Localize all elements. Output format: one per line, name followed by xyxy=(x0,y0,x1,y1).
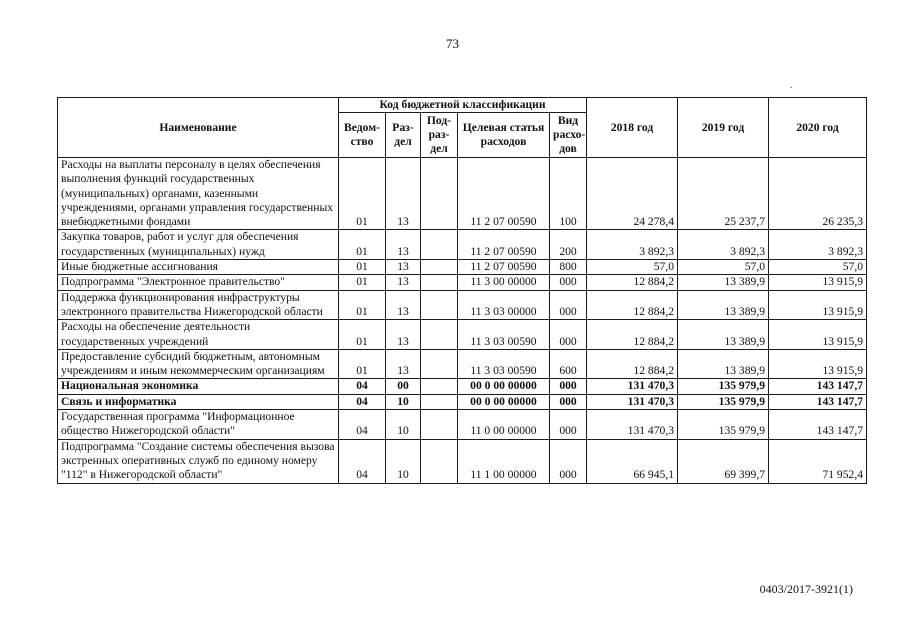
row-razdel: 13 xyxy=(386,275,421,290)
header-2018: 2018 год xyxy=(587,98,678,158)
row-vedomstvo: 04 xyxy=(339,439,386,483)
table-row xyxy=(58,275,867,290)
row-2019: 13 389,9 xyxy=(678,320,769,350)
row-vid-rashodov: 000 xyxy=(550,320,587,350)
row-name: Подпрограмма "Создание системы обеспечения вызова экстренных оперативных служб по единому номеру "112" в Нижегородской области" xyxy=(58,439,339,483)
table-row xyxy=(58,230,867,260)
document-code: 0403/2017-3921(1) xyxy=(759,582,853,596)
row-vid-rashodov: 000 xyxy=(550,290,587,320)
budget-table xyxy=(57,97,867,484)
row-vedomstvo: 01 xyxy=(339,230,386,260)
row-2020: 143 147,7 xyxy=(769,394,867,409)
header-vedomstvo: Ведом-ство xyxy=(339,113,386,158)
table-row xyxy=(58,410,867,440)
row-name: Расходы на выплаты персоналу в целях обеспечения выполнения функций государственных (муниципальных) органами, казенными учреждениями, органами управления государственных внебюджетными фондами xyxy=(58,158,339,230)
row-2020: 13 915,9 xyxy=(769,349,867,379)
row-name: Национальная экономика xyxy=(58,379,339,394)
row-razdel: 13 xyxy=(386,290,421,320)
table-row xyxy=(58,260,867,275)
row-vid-rashodov: 000 xyxy=(550,439,587,483)
row-2020: 143 147,7 xyxy=(769,410,867,440)
row-name: Связь и информатика xyxy=(58,394,339,409)
row-razdel: 13 xyxy=(386,158,421,230)
row-razdel: 00 xyxy=(386,379,421,394)
row-vedomstvo: 01 xyxy=(339,290,386,320)
row-vid-rashodov: 100 xyxy=(550,158,587,230)
row-celevaya-statya: 11 2 07 00590 xyxy=(458,230,550,260)
header-2020: 2020 год xyxy=(769,98,867,158)
header-podrazdel: Под-раз-дел xyxy=(421,113,458,158)
row-vedomstvo: 04 xyxy=(339,379,386,394)
table-row xyxy=(58,394,867,409)
row-2020: 3 892,3 xyxy=(769,230,867,260)
table-row xyxy=(58,439,867,483)
row-podrazdel xyxy=(421,320,458,350)
row-vedomstvo: 04 xyxy=(339,410,386,440)
row-razdel: 13 xyxy=(386,260,421,275)
row-2018: 12 884,2 xyxy=(587,349,678,379)
row-podrazdel xyxy=(421,260,458,275)
row-podrazdel xyxy=(421,394,458,409)
row-vedomstvo: 04 xyxy=(339,394,386,409)
row-podrazdel xyxy=(421,275,458,290)
row-razdel: 13 xyxy=(386,320,421,350)
row-podrazdel xyxy=(421,349,458,379)
row-celevaya-statya: 11 3 00 00000 xyxy=(458,275,550,290)
row-vedomstvo: 01 xyxy=(339,260,386,275)
row-2018: 12 884,2 xyxy=(587,275,678,290)
row-2019: 57,0 xyxy=(678,260,769,275)
row-name: Предоставление субсидий бюджетным, автономным учреждениям и иным некоммерческим организациям xyxy=(58,349,339,379)
row-razdel: 13 xyxy=(386,349,421,379)
row-2018: 12 884,2 xyxy=(587,320,678,350)
table-row xyxy=(58,158,867,230)
row-2018: 12 884,2 xyxy=(587,290,678,320)
row-2020: 13 915,9 xyxy=(769,275,867,290)
row-2019: 3 892,3 xyxy=(678,230,769,260)
row-2018: 131 470,3 xyxy=(587,394,678,409)
row-vedomstvo: 01 xyxy=(339,158,386,230)
row-vid-rashodov: 000 xyxy=(550,275,587,290)
row-vid-rashodov: 600 xyxy=(550,349,587,379)
table-row xyxy=(58,379,867,394)
row-2019: 135 979,9 xyxy=(678,394,769,409)
header-vid-rashodov: Вид расхо-дов xyxy=(550,113,587,158)
row-name: Иные бюджетные ассигнования xyxy=(58,260,339,275)
row-celevaya-statya: 00 0 00 00000 xyxy=(458,394,550,409)
row-2019: 135 979,9 xyxy=(678,410,769,440)
row-vedomstvo: 01 xyxy=(339,349,386,379)
row-2019: 25 237,7 xyxy=(678,158,769,230)
row-vedomstvo: 01 xyxy=(339,320,386,350)
row-2018: 24 278,4 xyxy=(587,158,678,230)
row-2018: 66 945,1 xyxy=(587,439,678,483)
row-name: Поддержка функционирования инфраструктуры электронного правительства Нижегородской области xyxy=(58,290,339,320)
row-podrazdel xyxy=(421,439,458,483)
table-row xyxy=(58,349,867,379)
header-razdel: Раз-дел xyxy=(386,113,421,158)
row-2019: 135 979,9 xyxy=(678,379,769,394)
table-row xyxy=(58,320,867,350)
row-podrazdel xyxy=(421,379,458,394)
row-vid-rashodov: 200 xyxy=(550,230,587,260)
row-2019: 13 389,9 xyxy=(678,275,769,290)
row-2020: 71 952,4 xyxy=(769,439,867,483)
row-podrazdel xyxy=(421,230,458,260)
row-name: Государственная программа "Информационное общество Нижегородской области" xyxy=(58,410,339,440)
scan-dot: . xyxy=(790,80,793,91)
row-vid-rashodov: 000 xyxy=(550,394,587,409)
row-2020: 13 915,9 xyxy=(769,290,867,320)
header-code-group: Код бюджетной классификации xyxy=(339,98,587,113)
row-celevaya-statya: 00 0 00 00000 xyxy=(458,379,550,394)
row-celevaya-statya: 11 0 00 00000 xyxy=(458,410,550,440)
row-name: Подпрограмма "Электронное правительство" xyxy=(58,275,339,290)
row-celevaya-statya: 11 3 03 00000 xyxy=(458,290,550,320)
row-razdel: 10 xyxy=(386,439,421,483)
row-razdel: 10 xyxy=(386,394,421,409)
row-podrazdel xyxy=(421,410,458,440)
row-2020: 143 147,7 xyxy=(769,379,867,394)
page-number: 73 xyxy=(446,36,459,51)
row-vid-rashodov: 800 xyxy=(550,260,587,275)
row-2020: 57,0 xyxy=(769,260,867,275)
row-vedomstvo: 01 xyxy=(339,275,386,290)
row-2018: 131 470,3 xyxy=(587,379,678,394)
row-celevaya-statya: 11 3 03 00590 xyxy=(458,320,550,350)
row-name: Расходы на обеспечение деятельности государственных учреждений xyxy=(58,320,339,350)
header-name: Наименование xyxy=(58,98,339,158)
row-2018: 3 892,3 xyxy=(587,230,678,260)
row-celevaya-statya: 11 1 00 00000 xyxy=(458,439,550,483)
row-vid-rashodov: 000 xyxy=(550,410,587,440)
row-2020: 13 915,9 xyxy=(769,320,867,350)
row-celevaya-statya: 11 2 07 00590 xyxy=(458,260,550,275)
row-2019: 13 389,9 xyxy=(678,349,769,379)
row-2020: 26 235,3 xyxy=(769,158,867,230)
row-celevaya-statya: 11 2 07 00590 xyxy=(458,158,550,230)
row-podrazdel xyxy=(421,290,458,320)
row-celevaya-statya: 11 3 03 00590 xyxy=(458,349,550,379)
row-2019: 13 389,9 xyxy=(678,290,769,320)
header-2019: 2019 год xyxy=(678,98,769,158)
table-row xyxy=(58,290,867,320)
row-name: Закупка товаров, работ и услуг для обеспечения государственных (муниципальных) нужд xyxy=(58,230,339,260)
row-2018: 57,0 xyxy=(587,260,678,275)
row-razdel: 13 xyxy=(386,230,421,260)
row-podrazdel xyxy=(421,158,458,230)
row-2018: 131 470,3 xyxy=(587,410,678,440)
row-2019: 69 399,7 xyxy=(678,439,769,483)
row-razdel: 10 xyxy=(386,410,421,440)
row-vid-rashodov: 000 xyxy=(550,379,587,394)
header-celevaya-statya: Целевая статья расходов xyxy=(458,113,550,158)
